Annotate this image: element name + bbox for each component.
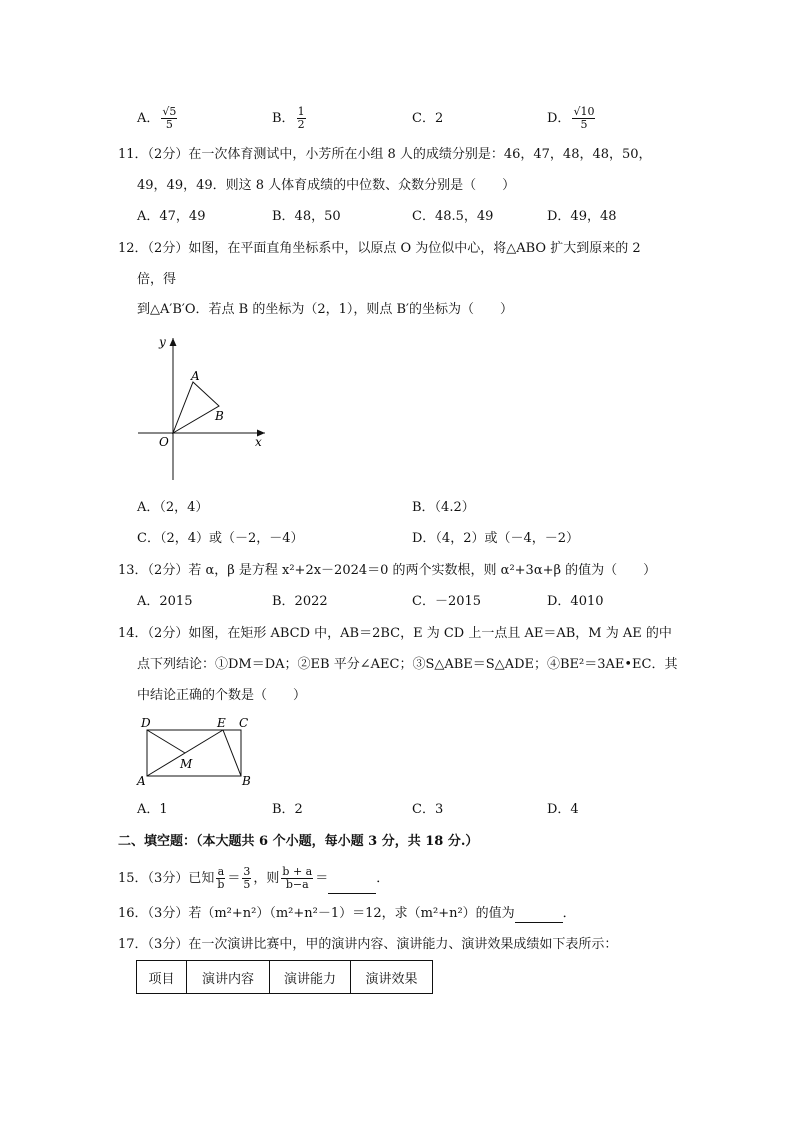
q12-option-c: C．（2，4）或（－2，－4） xyxy=(137,531,304,546)
point-e-label: E xyxy=(217,716,226,730)
q13-stem: 13．（2分）若 α，β 是方程 x²+2x－2024＝0 的两个实数根，则 α²+3α+β 的值为（ ） xyxy=(118,563,657,578)
equals-sign: ＝ xyxy=(315,871,329,886)
q10-option-c: C．2 xyxy=(412,111,444,126)
option-label: D． xyxy=(547,111,571,126)
table-header-cell: 演讲效果 xyxy=(351,961,433,994)
section-title: 二、填空题：（本大题共 6 个小题，每小题 3 分，共 18 分.） xyxy=(118,834,479,849)
numerator: 3 xyxy=(243,865,251,878)
numerator: a xyxy=(217,865,225,878)
q12-stem-line2: 倍，得 xyxy=(137,272,177,287)
q14-option-a: A．1 xyxy=(137,802,168,817)
q13-option-d: D．4010 xyxy=(547,594,604,609)
origin-label: O xyxy=(159,435,169,449)
q13-option-b: B．2022 xyxy=(272,594,328,609)
q11-option-d: D．49，48 xyxy=(547,209,617,224)
q14-stem-line3: 中结论正确的个数是（ ） xyxy=(137,688,307,703)
point-a-label: A xyxy=(137,774,146,788)
table-header-cell: 演讲能力 xyxy=(270,961,351,994)
denominator: b xyxy=(217,878,225,891)
table-header-row xyxy=(137,961,433,994)
q12-option-a: A．（2，4） xyxy=(137,500,209,515)
segment-eb xyxy=(223,730,241,776)
denominator: 5 xyxy=(243,878,251,891)
option-label: B． xyxy=(272,111,295,126)
numerator: √10 xyxy=(573,105,595,118)
point-d-label: D xyxy=(141,716,151,730)
q12-option-d: D．（4，2）或（－4，－2） xyxy=(412,531,580,546)
x-label: x xyxy=(255,435,262,449)
q14-option-c: C．3 xyxy=(412,802,444,817)
fraction-b-plus-a xyxy=(281,866,313,891)
denominator: 5 xyxy=(580,118,588,131)
q10-option-d xyxy=(547,106,597,131)
equals-sign: ＝ xyxy=(227,871,241,886)
q16-text: 16．（3分）若（m²+n²）（m²+n²－1）＝12，求（m²+n²）的值为 xyxy=(118,906,515,921)
fraction-a-over-b xyxy=(216,866,225,891)
denominator: b−a xyxy=(285,878,309,891)
y-axis-arrow-icon xyxy=(170,338,177,346)
q14-stem-line2: 点下列结论：①DM＝DA；②EB 平分∠AEC；③S△ABE＝S△ADE；④BE²＝3AE•EC．其 xyxy=(137,657,678,672)
q11-stem-line1: 11．（2分）在一次体育测试中，小芳所在小组 8 人的成绩分别是：46，47，48，48，50， xyxy=(118,147,652,162)
q17-stem: 17．（3分）在一次演讲比赛中，甲的演讲内容、演讲能力、演讲效果成绩如下表所示： xyxy=(118,937,618,952)
answer-blank[interactable] xyxy=(515,908,563,923)
q15-prefix: 15．（3分）已知 xyxy=(118,871,215,886)
segment-dm xyxy=(147,730,185,753)
y-label: y xyxy=(159,335,166,349)
point-b-label: B xyxy=(215,409,224,423)
q14-stem-line1: 14．（2分）如图，在矩形 ABCD 中，AB＝2BC，E 为 CD 上一点且 AE＝AB，M 为 AE 的中 xyxy=(118,626,672,641)
triangle-abo xyxy=(173,382,219,433)
q17-score-table xyxy=(136,960,433,994)
q15-end: ． xyxy=(376,871,390,886)
q13-option-c: C．－2015 xyxy=(412,594,482,609)
q10-option-a xyxy=(137,106,179,131)
answer-blank[interactable] xyxy=(328,879,376,894)
q12-stem-line3: 到△A′B′O．若点 B 的坐标为（2，1），则点 B′的坐标为（ ） xyxy=(137,302,513,317)
fraction xyxy=(297,106,306,131)
fraction-three-fifths xyxy=(242,866,251,891)
numerator: √5 xyxy=(162,105,177,118)
option-label: A． xyxy=(137,111,160,126)
q12-coordinate-figure xyxy=(135,330,275,485)
q12-option-b: B．（4.2） xyxy=(412,500,475,515)
q10-option-b xyxy=(272,106,308,131)
q11-option-b: B．48，50 xyxy=(272,209,341,224)
q15-stem xyxy=(118,864,389,894)
q16-stem xyxy=(118,905,576,923)
q11-option-a: A．47，49 xyxy=(137,209,206,224)
denominator: 5 xyxy=(165,118,173,131)
fraction xyxy=(572,106,595,131)
q14-option-b: B．2 xyxy=(272,802,303,817)
point-c-label: C xyxy=(239,716,249,730)
q12-stem-line1: 12．（2分）如图，在平面直角坐标系中，以原点 O 为位似中心，将△ABO 扩大到原来的 2 xyxy=(118,241,641,256)
numerator: b + a xyxy=(282,865,313,878)
q11-stem-line2: 49，49，49．则这 8 人体育成绩的中位数、众数分别是（ ） xyxy=(137,178,516,193)
q15-mid: ，则 xyxy=(253,871,280,886)
rectangle-abcd xyxy=(147,730,241,776)
point-m-label: M xyxy=(180,757,193,771)
denominator: 2 xyxy=(297,118,305,131)
point-b-label: B xyxy=(242,774,251,788)
table-header-cell: 项目 xyxy=(137,961,187,994)
table-header-cell: 演讲内容 xyxy=(187,961,270,994)
point-a-label: A xyxy=(191,369,200,383)
q11-option-c: C．48.5，49 xyxy=(412,209,494,224)
q14-rectangle-figure xyxy=(135,712,260,790)
q13-option-a: A．2015 xyxy=(137,594,193,609)
q16-end: ． xyxy=(562,906,576,921)
numerator: 1 xyxy=(297,105,305,118)
q14-option-d: D．4 xyxy=(547,802,579,817)
fraction xyxy=(161,106,177,131)
